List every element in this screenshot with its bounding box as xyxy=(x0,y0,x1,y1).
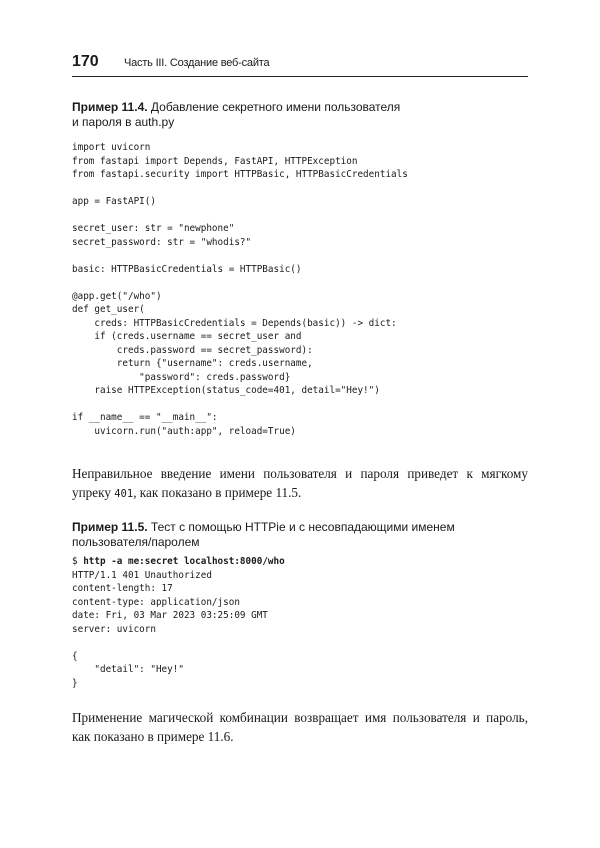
code-listing-auth-py: import uvicorn from fastapi import Depends, FastAPI, HTTPException from fastapi.security import HTTPBasic, HTTPBasicCredentials app = FastAPI() secret_user: str = "newphone" secret_password: str = "whodis?" basic: HTTPBasicCredentials = HTTPBasic() @app.get("/who") def get_user( creds: HTTPBasicCredentials = Depends(basic)) -> dict: if (creds.username == secret_user and creds.password == secret_password): return {"username": creds.username, "password": creds.password} raise HTTPException(status_code=401, detail="Hey!") if __name__ == "__main__": uvicorn.run("auth:app", reload=True) xyxy=(72,142,408,437)
example-title-line2: и пароля в auth.py xyxy=(72,115,175,129)
paragraph-text: Неправильное введение имени пользователя и пароля приведет к мягкому упреку xyxy=(72,466,528,500)
code-listing-httpie xyxy=(72,555,285,690)
running-head: Часть III. Создание веб-сайта xyxy=(124,57,270,69)
example-11-5-caption xyxy=(72,520,528,550)
page-number: 170 xyxy=(72,53,99,70)
example-11-4-caption xyxy=(72,100,528,130)
paragraph-text: , как показано в примере 11.5. xyxy=(133,485,302,500)
inline-code: 401 xyxy=(114,488,134,500)
page-header xyxy=(72,52,528,77)
example-label: Пример 11.4. xyxy=(72,100,148,114)
example-label: Пример 11.5. xyxy=(72,520,148,534)
example-title-line1: Добавление секретного имени пользователя xyxy=(147,100,401,114)
body-paragraph-1 xyxy=(72,464,528,504)
shell-command: http -a me:secret localhost:8000/who xyxy=(83,556,285,567)
example-title-line2: пользователя/паролем xyxy=(72,535,200,549)
example-title-line1: Тест с помощью HTTPie и с несовпадающими именем xyxy=(147,520,455,534)
shell-prompt: $ xyxy=(72,556,84,567)
body-paragraph-2: Применение магической комбинации возвращает имя пользователя и пароль, как показано в примере 11.6. xyxy=(72,710,528,744)
command-output: HTTP/1.1 401 Unauthorized content-length: 17 content-type: application/json date: Fri, 03 Mar 2023 03:25:09 GMT server: uvicorn { "detail": "Hey!" } xyxy=(72,569,268,689)
